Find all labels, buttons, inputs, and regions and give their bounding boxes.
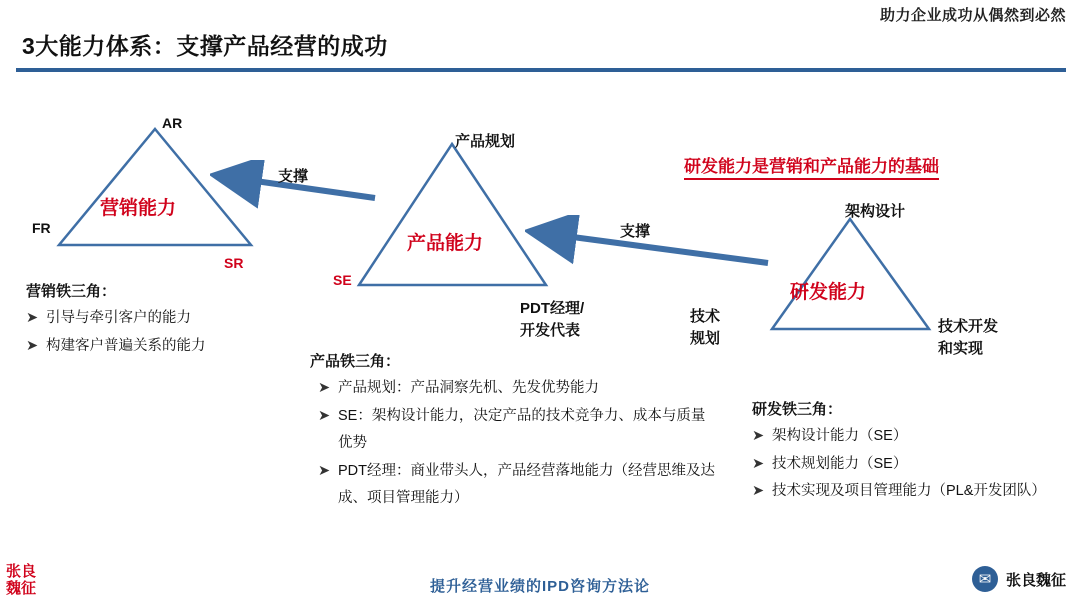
vertex-product-left: SE	[333, 272, 352, 288]
list-item	[318, 403, 718, 458]
triangle-rd-shape	[768, 215, 933, 333]
vertex-rd-left: 技术 规划	[690, 308, 721, 347]
vertex-marketing-left: FR	[32, 220, 51, 236]
list-item	[318, 458, 718, 513]
bullet-marker-icon: ➤	[26, 310, 39, 326]
top-right-note: 助力企业成功从偶然到必然	[879, 7, 1066, 24]
list-rd-triangle	[752, 423, 1052, 506]
triangle-product	[355, 140, 550, 290]
list-item	[752, 451, 1052, 479]
bullet-marker-icon: ➤	[26, 337, 39, 354]
wechat-icon: ✉	[972, 566, 998, 592]
bullet-marker-icon: ➤	[752, 428, 765, 444]
list-item	[752, 478, 1052, 506]
arrow-label-support-2: 支撑	[620, 223, 651, 240]
author-stamp-line1: 张良	[6, 563, 37, 580]
list-item	[26, 305, 326, 333]
wechat-account-name: 张良魏征	[1005, 571, 1066, 589]
list-item-label: SE：架构设计能力，决定产品的技术竞争力、成本与质量优势	[338, 407, 706, 452]
highlight-statement	[684, 152, 939, 177]
list-item	[752, 423, 1052, 451]
bullet-marker-icon: ➤	[318, 380, 331, 396]
list-item-label: 构建客户普遍关系的能力	[46, 337, 206, 354]
highlight-statement-text: 研发能力是营销和产品能力的基础	[684, 157, 939, 180]
list-item-label: 架构设计能力（SE）	[772, 428, 908, 444]
vertex-marketing-right: SR	[224, 255, 244, 271]
vertex-marketing-top: AR	[162, 115, 183, 131]
triangle-product-shape	[355, 140, 550, 290]
triangle-rd	[768, 215, 933, 333]
heading-rd-triangle: 研发铁三角：	[752, 401, 843, 418]
title-divider	[16, 68, 1066, 72]
arrow-label-support-1: 支撑	[278, 168, 309, 185]
heading-marketing-triangle: 营销铁三角：	[26, 283, 117, 300]
heading-product-triangle: 产品铁三角：	[310, 353, 401, 370]
list-item-label: 技术规划能力（SE）	[772, 455, 908, 472]
list-item-label: 技术实现及项目管理能力（PL&开发团队）	[772, 483, 1046, 500]
bullet-marker-icon: ➤	[752, 483, 765, 500]
list-marketing-triangle	[26, 305, 326, 360]
list-product-triangle	[318, 375, 718, 513]
bullet-marker-icon: ➤	[318, 462, 331, 479]
author-stamp-line2: 魏征	[6, 580, 37, 597]
list-item-label: 引导与牵引客户的能力	[46, 310, 191, 326]
label-marketing-capability: 营销能力	[100, 198, 177, 219]
list-item	[318, 375, 718, 403]
bullet-marker-icon: ➤	[318, 407, 331, 424]
list-item-label: 产品规划：产品洞察先机、先发优势能力	[338, 380, 599, 396]
list-item	[26, 333, 326, 361]
vertex-rd-top: 架构设计	[845, 203, 906, 220]
label-rd-capability: 研发能力	[790, 282, 867, 303]
list-item-label: PDT经理：商业带头人，产品经营落地能力（经营思维及达成、项目管理能力）	[338, 462, 715, 507]
vertex-rd-right: 技术开发 和实现	[938, 318, 999, 357]
bullet-marker-icon: ➤	[752, 455, 765, 472]
label-product-capability: 产品能力	[407, 233, 484, 254]
page-title: 3大能力体系：支撑产品经营的成功	[22, 33, 388, 59]
vertex-product-top: 产品规划	[455, 133, 516, 150]
wechat-account	[972, 566, 1066, 592]
footer-tagline: 提升经营业绩的IPD咨询方法论	[429, 578, 650, 595]
vertex-product-right: PDT经理/ 开发代表	[520, 300, 585, 339]
